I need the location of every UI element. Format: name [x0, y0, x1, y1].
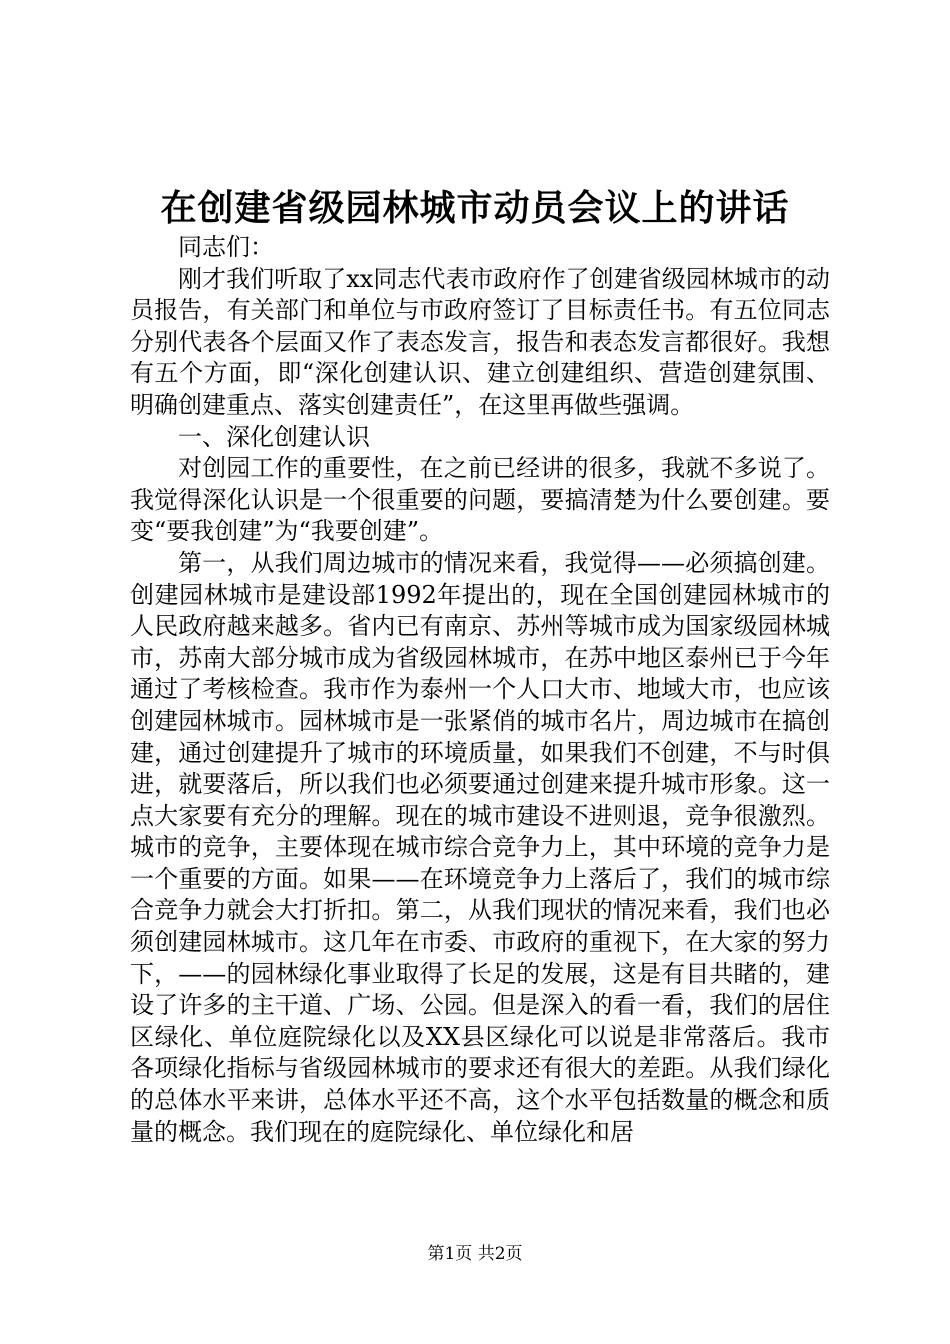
body-paragraph: 对创园工作的重要性，在之前已经讲的很多，我就不多说了。我觉得深化认识是一个很重要的问题，要搞清楚为什么要创建。要变“要我创建”为“我要创建”。	[130, 454, 830, 546]
body-paragraph: 第一，从我们周边城市的情况来看，我觉得——必须搞创建。创建园林城市是建设部1992年提出的，现在全国创建园林城市的人民政府越来越多。省内已有南京、苏州等城市成为国家级园林城市，苏南大部分城市成为省级园林城市，在苏中地区泰州已于今年通过了考核检查。我市作为泰州一个人口大市、地域大市，也应该创建园林城市。园林城市是一张紧俏的城市名片，周边城市在搞创建，通过创建提升了城市的环境质量，如果我们不创建，不与时俱进，就要落后，所以我们也必须要通过创建来提升城市形象。这一点大家要有充分的理解。现在的城市建设不进则退，竞争很激烈。城市的竞争，主要体现在城市综合竞争力上，其中环境的竞争力是一个重要的方面。如果——在环境竞争力上落后了，我们的城市综合竞争力就会大打折扣。第二，从我们现状的情况来看，我们也必须创建园林城市。这几年在市委、市政府的重视下，在大家的努力下，——的园林绿化事业取得了长足的发展，这是有目共睹的，建设了许多的主干道、广场、公园。但是深入的看一看，我们的居住区绿化、单位庭院绿化以及XX县区绿化可以说是非常落后。我市各项绿化指标与省级园林城市的要求还有很大的差距。从我们绿化的总体水平来讲，总体水平还不高，这个水平包括数量的概念和质量的概念。我们现在的庭院绿化、单位绿化和居	[130, 548, 830, 1146]
document-title: 在创建省级园林城市动员会议上的讲话	[160, 187, 790, 229]
page-number-footer: 第1页 共2页	[427, 1244, 523, 1264]
section-heading: 一、深化创建认识	[178, 422, 370, 451]
document-body	[130, 232, 830, 1148]
intro-paragraph: 刚才我们听取了xx同志代表市政府作了创建省级园林城市的动员报告，有关部门和单位与市政府签订了目标责任书。有五位同志分别代表各个层面又作了表态发言，报告和表态发言都很好。我想有五个方面，即“深化创建认识、建立创建组织、营造创建氛围、明确创建重点、落实创建责任”，在这里再做些强调。	[130, 264, 830, 419]
salutation-paragraph: 同志们：	[178, 233, 274, 261]
